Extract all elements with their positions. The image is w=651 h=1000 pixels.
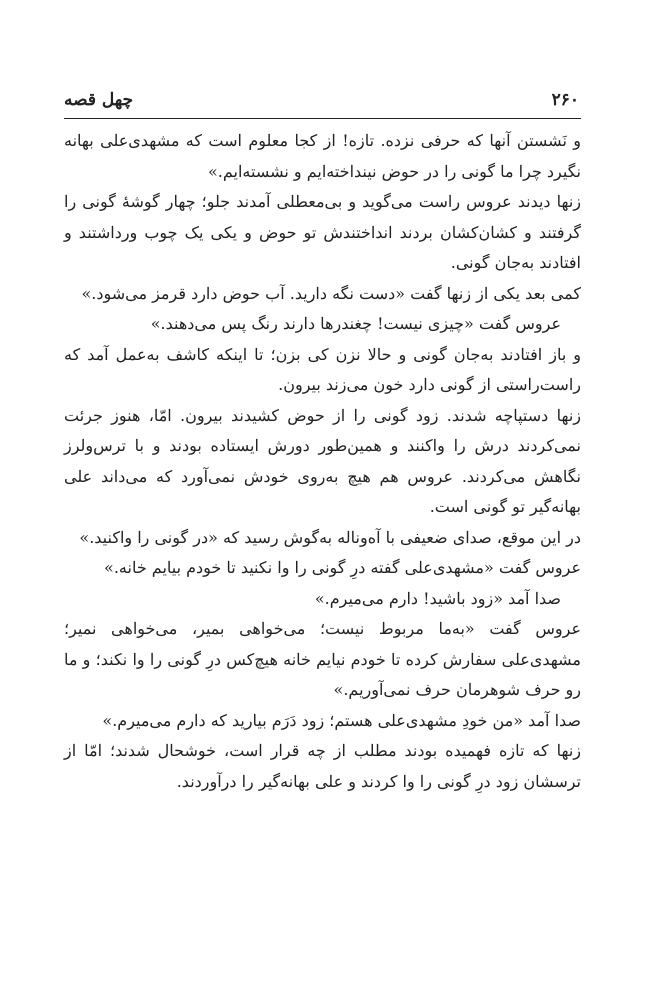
paragraph: زنها که تازه فهمیده بودند مطلب از چه قرار است، خوشحال شدند؛ امّا از ترسشان زود درِ گونی را وا کردند و علی بهانه‌گیر را درآوردند. xyxy=(64,741,582,791)
paragraph: در این موقع، صدای ضعیفی با آه‌وناله به‌گوش رسید که «در گونی را واکنید.» xyxy=(79,527,581,547)
running-title: چهل قصه xyxy=(64,90,134,110)
paragraph: عروس گفت «چیزی نیست! چغندرها دارند رنگ پس می‌دهند.» xyxy=(150,314,561,333)
header-rule xyxy=(64,118,581,119)
story-body xyxy=(64,126,581,797)
page-header xyxy=(64,90,579,112)
paragraph: عروس گفت «مشهدی‌علی گفته درِ گونی را وا نکنید تا خودم بیایم خانه.» xyxy=(104,558,581,577)
paragraph: زنها دستپاچه شدند. زود گونی را از حوض کشیدند بیرون. امّا، هنوز جرئت نمی‌کردند درش را واکنند و همین‌طور دورش ایستاده بودند و با ترس‌ولرز نگاهش می‌کردند. عروس هم هیچ به‌روی خودش نمی‌آورد که می‌داند علی بهانه‌گیر تو گونی است. xyxy=(64,405,581,516)
paragraph: صدا آمد «زود باشید! دارم می‌میرم.» xyxy=(314,588,561,608)
paragraph: کمی بعد یکی از زنها گفت «دست نگه دارید. آب حوض دارد قرمز می‌شود.» xyxy=(81,283,581,303)
paragraph: عروس گفت «به‌ما مربوط نیست؛ می‌خواهی بمیر، می‌خواهی نمیر؛ مشهدی‌علی سفارش کرده تا خودم نیایم خانه هیچ‌کس درِ گونی را وا نکند؛ و ما رو حرف شوهرمان حرف نمی‌آوریم.» xyxy=(64,619,581,699)
page-number: ۲۶۰ xyxy=(551,90,579,110)
paragraph: صدا آمد «من خودِ مشهدی‌علی هستم؛ زود دَرَم بیارید که دارم می‌میرم.» xyxy=(102,710,581,730)
paragraph: و باز افتادند به‌جان گونی و حالا نزن کی بزن؛ تا اینکه کاشف به‌عمل آمد که راست‌راستی از گونی دارد خون می‌زند بیرون. xyxy=(64,344,581,394)
paragraph: و نَشستن آنها که حرفی نزده. تازه! از کجا معلوم است که مشهدی‌علی بهانه نگیرد چرا ما گونی را در حوض نینداخته‌ایم و نشسته‌ایم.» xyxy=(64,131,581,181)
paragraph: زنها دیدند عروس راست می‌گوید و بی‌معطلی آمدند جلو؛ چهار گوشهٔ گونی را گرفتند و کشان‌کشان بردند انداختندش تو حوض و یکی یک چوب ورداشتند و افتادند به‌جان گونی. xyxy=(64,192,581,272)
